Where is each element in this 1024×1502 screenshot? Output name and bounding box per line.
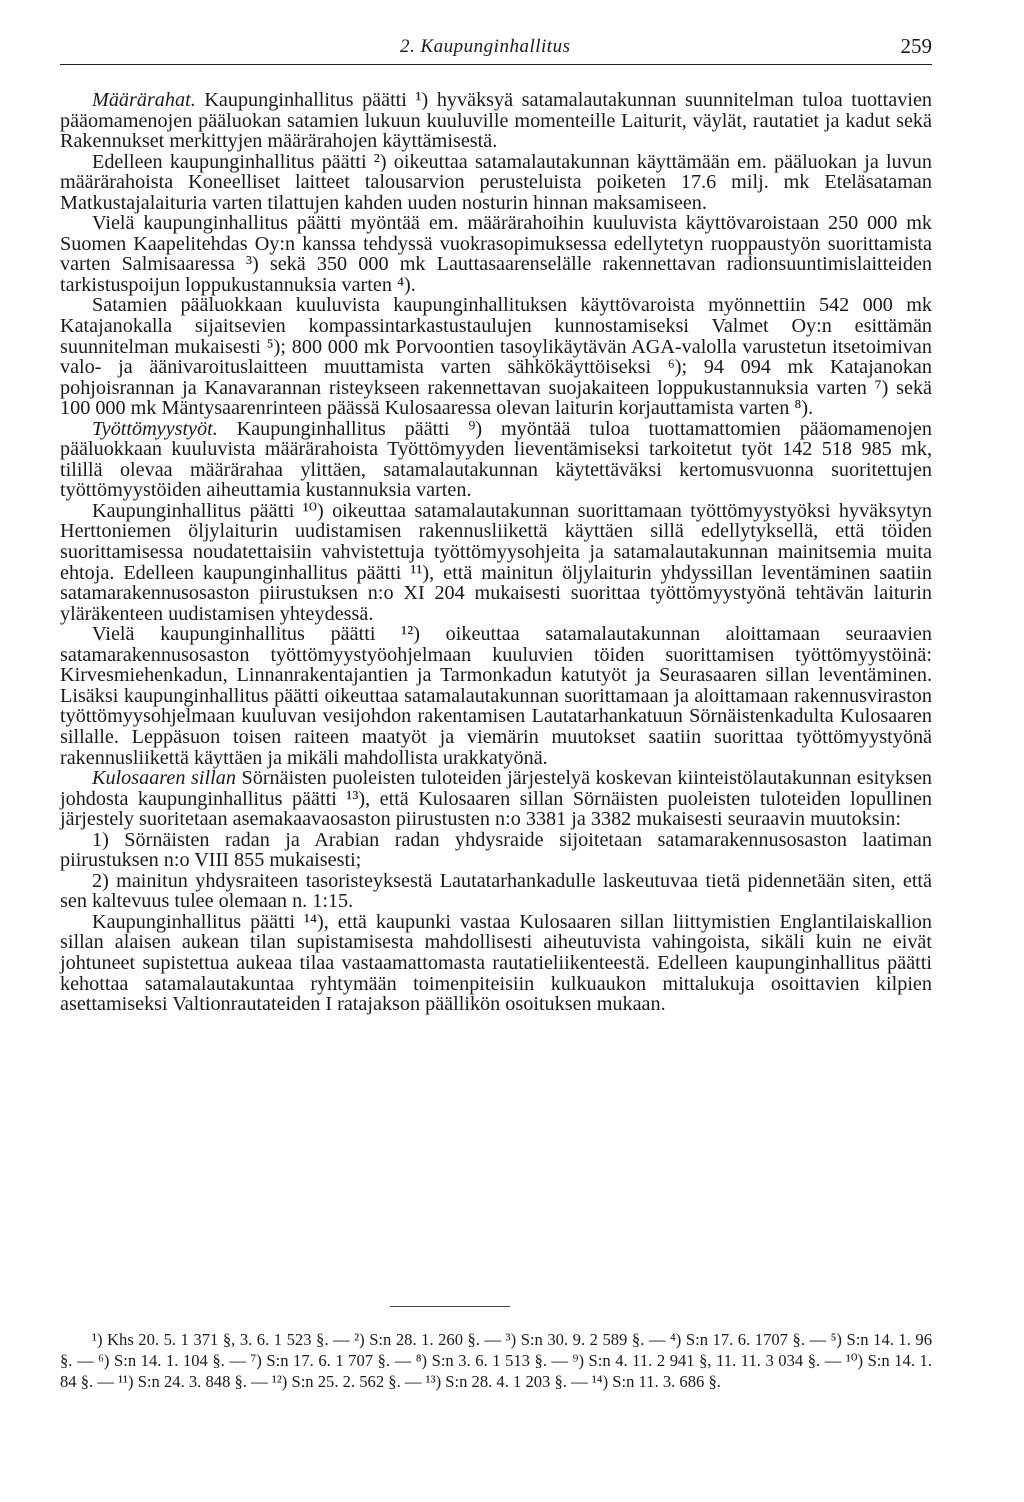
paragraph	[60, 501, 932, 624]
footnote-text: ¹) Khs 20. 5. 1 371 §, 3. 6. 1 523 §. — ²) S:n 28. 1. 260 §. — ³) S:n 30. 9. 2 589 §. — ⁴) S:n 17. 6. 1707 §. — ⁵) S:n 14. 1. 96 §. — ⁶) S:n 14. 1. 104 §. — ⁷) S:n 17. 6. 1 707 §. — ⁸) S:n 3. 6. 1 513 §. — ⁹) S:n 4. 11. 2 941 §, 11. 11. 3 034 §. — ¹⁰) S:n 14. 1. 84 §. — ¹¹) S:n 24. 3. 848 §. — ¹²) S:n 25. 2. 562 §. — ¹³) S:n 28. 4. 1 203 §. — ¹⁴) S:n 11. 3. 686 §.	[60, 1330, 932, 1391]
section-lead-tyottomyystyot: Työttömyystyöt.	[92, 417, 218, 440]
paragraph-text: Kaupunginhallitus päätti ¹⁰) oikeuttaa satamalautakunnan suorittamaan työttömyystyöksi hyväksytyn Herttoniemen öljylaiturin uudistamisen rakennusliikettä käyttäen sillä edellytyksellä, että töiden suorittamisessa noudatettaisiin vahvistettuja työttömyysohjeita ja satamalautakunnan mainitsemia muita ehtoja. Edelleen kaupunginhallitus päätti ¹¹), että mainitun öljylaiturin yhdyssillan leventäminen saatiin satamarakennusosaston piirustuksen n:o XI 204 mukaisesti suorittaa työttömyystyönä tehtävän laiturin yläräkenteen uudistamisen yhteydessä.	[60, 499, 932, 625]
paragraph-text: Kaupunginhallitus päätti ⁹) myöntää tuloa tuottamattomien pääomamenojen pääluokkaan kuuluvista määrärahoista Työttömyyden lieventämiseksi tarkoitetut työt 142 518 985 mk, tilillä olevaa määrärahaa ylittäen, satamalautakunnan käytettäväksi kertomusvuonna suoritettujen työttömyystöiden aiheuttamia kustannuksia varten.	[60, 417, 932, 502]
paragraph-text: Sörnäisten puoleisten tuloteiden järjestelyä koskevan kiinteistölautakunnan esityksen johdosta kaupunginhallitus päätti ¹³), että Kulosaaren sillan Sörnäisten puoleisten tuloteiden lopullinen järjestely suoritetaan asemakaavaosaston piirustusten n:o 3381 ja 3382 mukaisesti seuraavin muutoksin:	[60, 767, 933, 831]
page-number: 259	[900, 34, 932, 58]
paragraph-maararahat	[60, 90, 932, 152]
paragraph-text: Vielä kaupunginhallitus päätti myöntää em. määrärahoihin kuuluvista käyttövaroistaan 250 000 mk Suomen Kaapelitehdas Oy:n kanssa tehdyssä vuokrasopimuksessa edellytetyn ruoppaustyön suorittamista varten Salmisaaressa ³) sekä 350 000 mk Lauttasaarenselälle rakennettavan radionsuuntimislaitteiden tarkistuspoijun loppukustannuksia varten ⁴).	[60, 212, 932, 296]
paragraph-text: Kaupunginhallitus päätti ¹⁴), että kaupunki vastaa Kulosaaren sillan liittymistien Englantilaiskallion sillan alaisen aukean tilan supistamisesta mahdollisesti aiheutuvista vahingoista, sikäli kuin ne eivät johtuneet supistettua aukeaa tilaa vastaamattomasta rautatieliikenteestä. Edelleen kaupunginhallitus päätti kehottaa satamalautakuntaa ryhtymään toimenpiteisiin kulkuaukon mittalukuja osoittavien kilpien asettamiseksi Valtionrautateiden I ratajakson päällikön osoituksen mukaan.	[60, 910, 932, 1016]
paragraph-text: Kaupunginhallitus päätti ¹) hyväksyä satamalautakunnan suunnitelman tuloa tuottavien pääomamenojen pääluokan satamien lukuun kuuluville momenteille Laiturit, väylät, rautatiet ja kadut sekä Rakennukset merkittyjen määrärahojen käyttämisestä.	[60, 89, 932, 153]
header-title: 2. Kaupunginhallitus	[400, 36, 571, 57]
paragraph	[60, 295, 932, 418]
paragraph-text: 2) mainitun yhdysraiteen tasoristeyksestä Lautatarhankadulle laskeutuvaa tietä pidennetään siten, että sen kaltevuus tulee olemaan n. 1:15.	[60, 869, 932, 913]
paragraph	[60, 912, 932, 1015]
footnotes	[60, 1328, 932, 1392]
section-lead-kulosaaren-sillan: Kulosaaren sillan	[92, 767, 236, 790]
running-header	[60, 34, 932, 65]
list-item	[60, 871, 932, 912]
paragraph-text: Vielä kaupunginhallitus päätti ¹²) oikeuttaa satamalautakunnan aloittamaan seuraavien satamarakennusosaston työttömyystyöohjelmaan kuuluvien töiden suorittamisen työttömyystöinä: Kirvesmiehenkadun, Linnanrakentajantien ja Tarmonkadun katutyöt ja Seurasaaren sillan leventäminen. Lisäksi kaupunginhallitus päätti oikeuttaa satamalautakunnan suorittamaan ja aloittamaan rakennusviraston työttömyysohjelmaan kuuluvan vesijohdon rakentamisen Lautatarhankatuun Sörnäistenkadulta Kulosaaren sillalle. Leppäsuon toisen raiteen maatyöt ja viemärin muutokset saatiin suorittaa työttömyystyönä rakennusliikettä käyttäen ja mikäli mahdollista urakkatyönä.	[60, 623, 932, 769]
paragraph-text: 1) Sörnäisten radan ja Arabian radan yhdysraide sijoitetaan satamarakennusosaston laatiman piirustuksen n:o VIII 855 mukaisesti;	[60, 828, 932, 872]
paragraph-kulosaaren-sillan	[60, 768, 932, 830]
paragraph-tyottomyystyot	[60, 419, 932, 501]
paragraph-text: Satamien pääluokkaan kuuluvista kaupunginhallituksen käyttövaroista myönnettiin 542 000 mk Katajanokalla sijaitsevien kompassintarkastustaulujen kunnostamiseksi Valmet Oy:n esittämän suunnitelman mukaisesti ⁵); 800 000 mk Porvoontien tasoylikäytävän AGA-valolla varustetun itsetoimivan valo- ja äänivaroituslaitteen muuttamista varten sähkökäyttöiseksi ⁶); 94 094 mk Katajanokan pohjoisrannan ja Kanavarannan risteykseen rakennettavan suojakaiteen loppukustannuksia varten ⁷) sekä 100 000 mk Mäntysaarenrinteen päässä Kulosaaressa olevan laiturin korjauttamista varten ⁸).	[60, 294, 932, 420]
paragraph	[60, 624, 932, 768]
paragraph	[60, 213, 932, 295]
list-item	[60, 830, 932, 871]
body-text	[60, 90, 932, 1015]
footnote-rule	[390, 1306, 510, 1307]
paragraph	[60, 152, 932, 214]
section-lead-maararahat: Määrärahat.	[92, 89, 196, 111]
paragraph-text: Edelleen kaupunginhallitus päätti ²) oikeuttaa satamalautakunnan käyttämään em. pääluokan ja luvun määrärahoista Koneelliset laitteet talousarvion perusteluista poiketen 17.6 milj. mk Eteläsataman Matkustajalaituria varten tilattujen kahden uuden nosturin hinnan maksamiseen.	[60, 150, 932, 214]
